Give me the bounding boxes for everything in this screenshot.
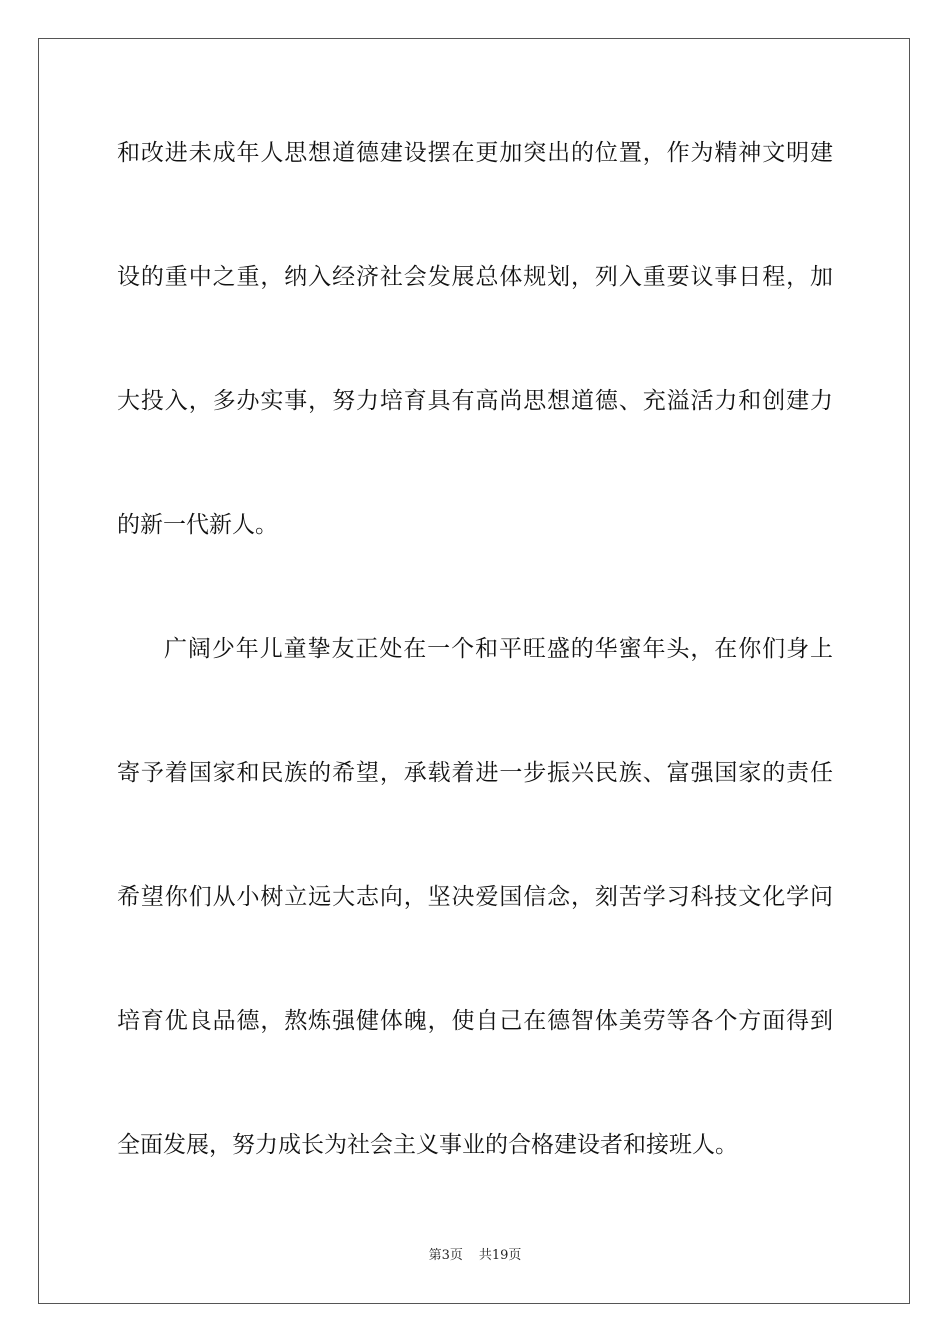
total-pages: 共19页 <box>478 1248 522 1263</box>
paragraph-line: 寄予着国家和民族的希望，承载着进一步振兴民族、富强国家的责任 <box>117 760 833 786</box>
paragraph-line: 大投入，多办实事，努力培育具有高尚思想道德、充溢活力和创建力 <box>117 388 833 414</box>
page-border <box>38 38 910 1304</box>
page-footer <box>0 1247 950 1265</box>
paragraph-line: 设的重中之重，纳入经济社会发展总体规划，列入重要议事日程，加 <box>117 264 833 290</box>
paragraph-line: 和改进未成年人思想道德建设摆在更加突出的位置，作为精神文明建 <box>117 140 833 166</box>
paragraph-line: 的新一代新人。 <box>117 512 278 538</box>
paragraph-line: 广阔少年儿童挚友正处在一个和平旺盛的华蜜年头，在你们身上 <box>164 636 833 662</box>
paragraph-line: 全面发展，努力成长为社会主义事业的合格建设者和接班人。 <box>117 1132 738 1158</box>
paragraph-line: 培育优良品德，熬炼强健体魄，使自己在德智体美劳等各个方面得到 <box>117 1008 833 1034</box>
paragraph-line: 希望你们从小树立远大志向，坚决爱国信念，刻苦学习科技文化学问 <box>117 884 833 910</box>
page-number: 第3页 <box>428 1248 463 1263</box>
